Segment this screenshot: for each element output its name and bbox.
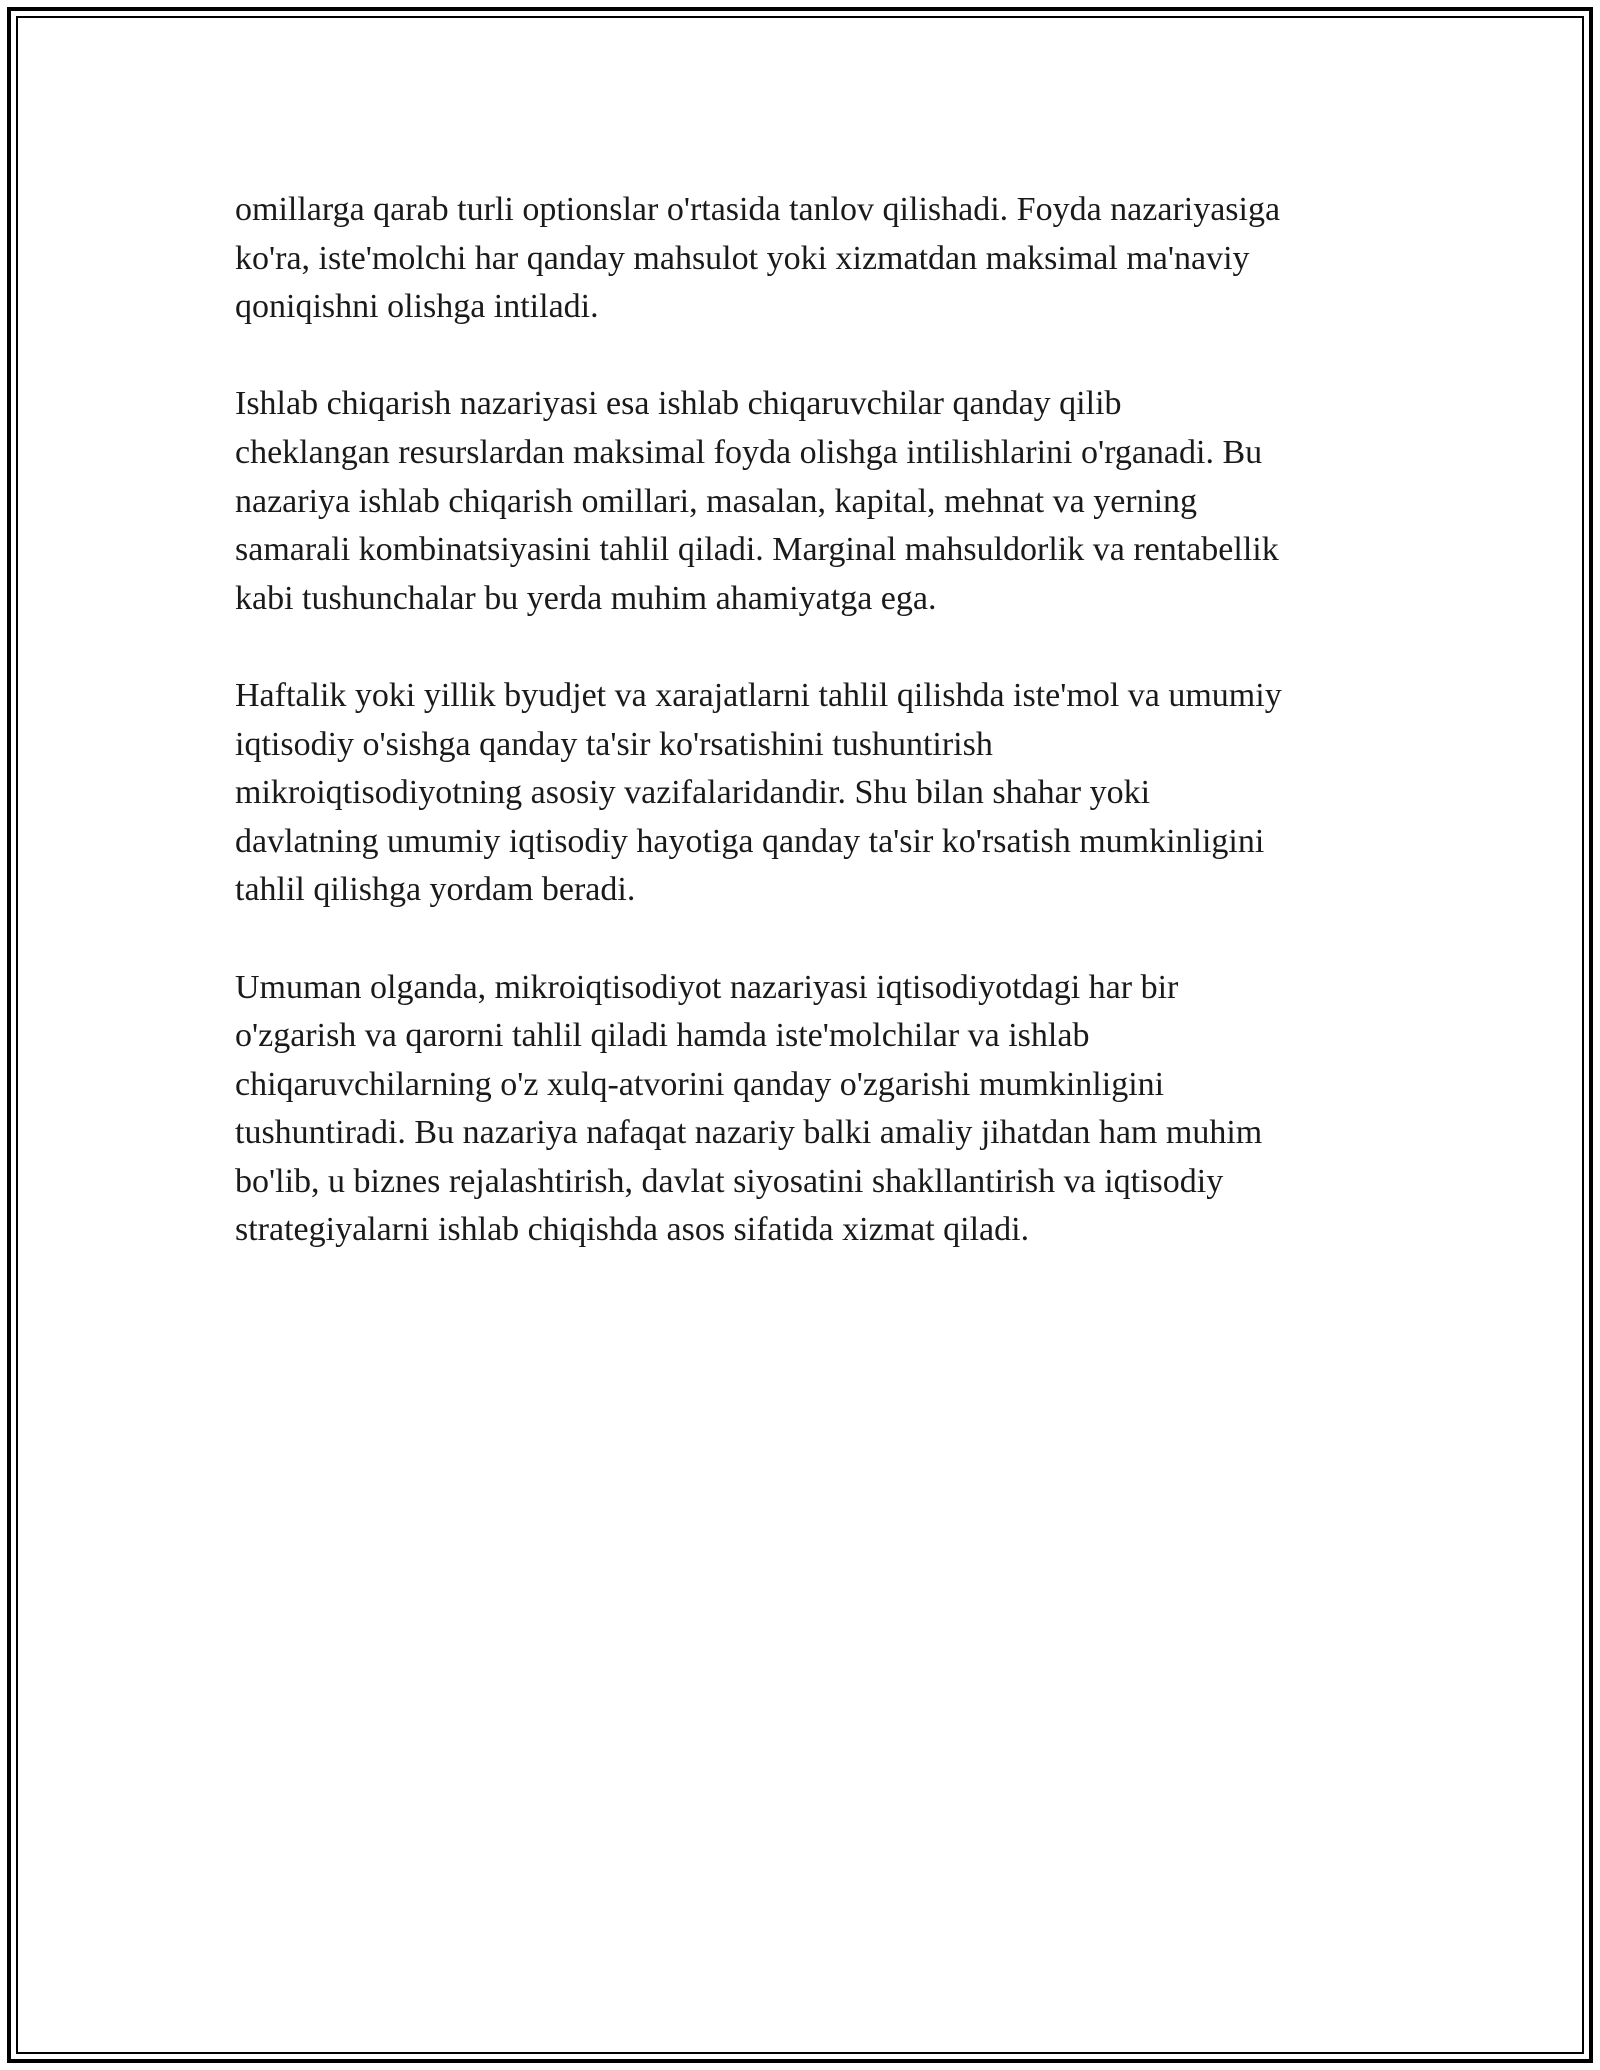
paragraph-2: Ishlab chiqarish nazariyasi esa ishlab chiqaruvchilar qanday qilib cheklangan resurslardan maksimal foyda olishga intilishlarini o'rganadi. Bu nazariya ishlab chiqarish omillari, masalan, kapital, mehnat va yerning samarali kombinatsiyasini tahlil qiladi. Marginal mahsuldorlik va rentabellik kabi tushunchalar bu yerda muhim ahamiyatga ega. xyxy=(235,385,1279,617)
paragraph-4: Umuman olganda, mikroiqtisodiyot nazariyasi iqtisodiyotdagi har bir o'zgarish va qarorni tahlil qiladi hamda iste'molchilar va ishlab chiqaruvchilarning o'z xulq-atvorini qanday o'zgarishi mumkinligini tushuntiradi. Bu nazariya nafaqat nazariy balki amaliy jihatdan ham muhim bo'lib, u biznes rejalashtirish, davlat siyosatini shakllantirish va iqtisodiy strategiyalarni ishlab chiqishda asos sifatida xizmat qiladi. xyxy=(235,968,1263,1249)
document-body xyxy=(235,186,1370,1304)
paragraph-3: Haftalik yoki yillik byudjet va xarajatlarni tahlil qilishda iste'mol va umumiy iqtisodiy o'sishga qanday ta'sir ko'rsatishini tushuntirish mikroiqtisodiyotning asosiy vazifalaridandir. Shu bilan shahar yoki davlatning umumiy iqtisodiy hayotiga qanday ta'sir ko'rsatish mumkinligini tahlil qilishga yordam beradi. xyxy=(235,676,1282,909)
paragraph-1: omillarga qarab turli optionslar o'rtasida tanlov qilishadi. Foyda nazariyasiga ko'ra, iste'molchi har qanday mahsulot yoki xizmatdan maksimal ma'naviy qoniqishni olishga intiladi. xyxy=(235,191,1281,326)
